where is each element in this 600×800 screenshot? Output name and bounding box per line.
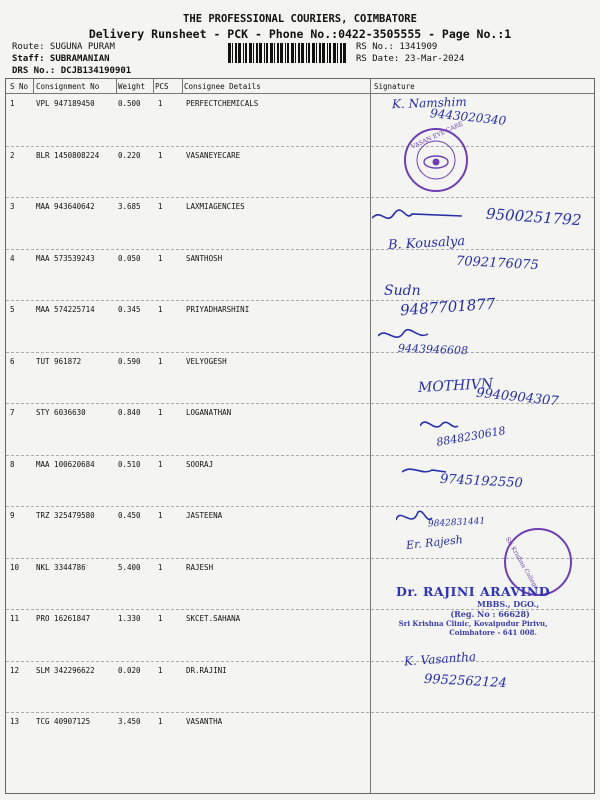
barcode-bar (340, 43, 342, 63)
barcode-bar (333, 43, 336, 63)
doctor-reg: (Reg. No : 66628) (450, 609, 530, 619)
barcode-bar (308, 43, 310, 63)
signature-4-line1: B. Kousalya (387, 233, 466, 254)
barcode-bar (306, 43, 307, 63)
sig-2-line1: VASAN EYE CARE (410, 120, 465, 151)
cell-sno: 4 (10, 253, 15, 263)
signature-12-line2: 9952562124 (423, 671, 508, 692)
cell-consignment: SLM 342296622 (36, 665, 95, 675)
signature-scribble (372, 208, 472, 232)
cell-consignee: SANTHOSH (186, 253, 223, 263)
cell-pcs: 1 (158, 356, 163, 366)
cell-weight: 1.330 (118, 614, 141, 623)
row-divider (6, 197, 594, 198)
cell-sno: 3 (10, 202, 15, 211)
drs-number: DRS No.: DCJB134190901 (12, 66, 132, 76)
doctor-degree: MBBS., DGO., (477, 599, 540, 609)
barcode-bar (329, 43, 331, 63)
cell-consignee: LAXMIAGENCIES (186, 202, 245, 211)
barcode-bar (228, 43, 231, 63)
cell-weight: 0.840 (118, 408, 141, 417)
barcode-bar (232, 43, 233, 63)
barcode-bar (238, 43, 241, 63)
signature-6-line2: 9443946608 (397, 341, 469, 358)
cell-weight: 0.510 (118, 459, 141, 469)
cell-sno: 1 (10, 99, 15, 108)
cell-pcs: 1 (158, 305, 163, 314)
cell-pcs: 1 (158, 150, 163, 160)
barcode-bar (316, 43, 317, 63)
cell-sno: 7 (10, 408, 15, 417)
barcode-bar (253, 43, 254, 63)
cell-weight: 0.590 (118, 356, 141, 366)
cell-pcs: 1 (158, 99, 163, 108)
cell-consignee: PERFECTCHEMICALS (186, 99, 259, 108)
cell-consignee: VELYOGESH (186, 356, 227, 366)
cell-pcs: 1 (158, 408, 163, 417)
row-divider (6, 300, 594, 301)
row-divider (6, 712, 594, 713)
cell-pcs: 1 (158, 253, 163, 263)
sig-11-line1: Sri Krishna College (503, 536, 540, 591)
cell-weight: 0.500 (118, 99, 141, 108)
header-weight: Weight (118, 82, 146, 91)
cell-pcs: 1 (158, 459, 163, 469)
barcode-bar (256, 43, 258, 63)
barcode-bar (259, 43, 262, 63)
signature-5-line1: Sudn (384, 283, 421, 299)
cell-weight: 0.220 (118, 150, 141, 160)
barcode-bar (291, 43, 294, 63)
cell-weight: 5.400 (118, 562, 141, 572)
signature-12-line1: K. Vasantha (403, 649, 477, 669)
cell-weight: 0.020 (118, 665, 141, 675)
cell-consignee: PRIYADHARSHINI (186, 305, 250, 314)
cell-pcs: 1 (158, 511, 163, 520)
barcode-bar (243, 43, 244, 63)
cell-sno: 5 (10, 305, 15, 314)
eye-care-stamp (404, 120, 468, 192)
row-divider (6, 661, 594, 662)
doctor-stamp (396, 584, 550, 637)
cell-sno: 6 (10, 356, 15, 366)
signature-scribble (396, 510, 496, 534)
barcode-bar (235, 43, 237, 63)
cell-pcs: 1 (158, 665, 163, 675)
cell-consignment: TUT 961872 (36, 356, 82, 366)
route-label: Route: SUGUNA PURAM (12, 42, 115, 52)
cell-weight: 0.345 (118, 305, 141, 314)
cell-consignment: MAA 574225714 (36, 305, 95, 314)
header-consignee: Consignee Details (184, 82, 261, 91)
cell-consignment: STY 6036630 (36, 408, 86, 417)
cell-pcs: 1 (158, 614, 163, 623)
cell-consignment: TCG 40907125 (36, 717, 91, 726)
cell-pcs: 1 (158, 202, 163, 211)
barcode-bar (266, 43, 268, 63)
cell-weight: 3.685 (118, 202, 141, 211)
cell-consignment: VPL 947189450 (36, 99, 95, 108)
signature-10-line1: 9842831441 (427, 516, 486, 530)
barcode-bar (249, 43, 252, 63)
barcode-bar (312, 43, 315, 63)
cell-consignee: SOORAJ (186, 459, 214, 469)
cell-consignee: JASTEENA (186, 511, 223, 520)
header-pcs: PCS (155, 82, 169, 91)
barcode-bar (327, 43, 328, 63)
barcode-bar (301, 43, 304, 63)
barcode-bar (285, 43, 286, 63)
cell-consignment: MAA 100620684 (36, 459, 95, 469)
signature-3-line2: 9500251792 (485, 204, 582, 230)
header-signature: Signature (374, 82, 415, 91)
cell-sno: 9 (10, 511, 15, 520)
signature-9-line2: 9745192550 (439, 471, 524, 492)
cell-sno: 12 (10, 665, 20, 675)
cell-consignee: RAJESH (186, 562, 214, 572)
barcode-bar (270, 43, 273, 63)
cell-sno: 10 (10, 562, 20, 572)
page-subtitle: Delivery Runsheet - PCK - Phone No.:0422-3505555 - Page No.:1 (88, 27, 512, 41)
cell-consignment: PRO 16261847 (36, 614, 91, 623)
cell-weight: 0.050 (118, 253, 141, 263)
signature-7-line1: MOTHIVN (417, 376, 494, 396)
cell-weight: 3.450 (118, 717, 141, 726)
header-consignment: Consignment No (36, 82, 100, 91)
barcode-bar (298, 43, 300, 63)
row-divider (6, 506, 594, 507)
rs-date: RS Date: 23-Mar-2024 (356, 54, 465, 64)
doctor-name: Dr. RAJINI ARAVIND (396, 584, 551, 599)
barcode (228, 43, 346, 63)
row-divider (6, 352, 594, 353)
cell-pcs: 1 (158, 717, 163, 726)
cell-consignment: MAA 943640642 (36, 202, 95, 211)
cell-consignee: DR.RAJINI (186, 665, 227, 675)
cell-consignment: BLR 1450808224 (36, 150, 100, 160)
barcode-bar (274, 43, 275, 63)
signature-8-line2: 8848230618 (435, 424, 507, 449)
signature-1-line2: 9443020340 (429, 106, 507, 128)
cell-consignment: MAA 573539243 (36, 253, 95, 263)
cell-consignment: TRZ 325479580 (36, 511, 95, 520)
cell-sno: 2 (10, 150, 15, 160)
cell-pcs: 1 (158, 562, 163, 572)
cell-sno: 8 (10, 459, 15, 469)
cell-consignee: VASANTHA (186, 717, 223, 726)
barcode-bar (322, 43, 325, 63)
signature-scribble (402, 462, 502, 486)
cell-consignment: NKL 3344786 (36, 562, 86, 572)
barcode-bar (337, 43, 338, 63)
cell-consignee: VASANEYECARE (186, 150, 241, 160)
signature-scribble (378, 328, 478, 352)
signature-scribble (420, 418, 520, 442)
cell-consignee: SKCET.SAHANA (186, 614, 241, 623)
barcode-bar (280, 43, 283, 63)
cell-sno: 11 (10, 614, 20, 623)
row-divider (6, 455, 594, 456)
barcode-bar (295, 43, 296, 63)
cell-weight: 0.450 (118, 511, 141, 520)
signature-10-line2: Er. Rajesh (405, 533, 464, 552)
header-sno: S No (10, 82, 29, 91)
page-title: THE PROFESSIONAL COURIERS, COIMBATORE (183, 13, 417, 25)
row-divider (6, 146, 594, 147)
doctor-clinic: Sri Krishna Clinic, Kovaipudur Pirivu, (398, 619, 548, 628)
barcode-bar (287, 43, 289, 63)
barcode-bar (264, 43, 265, 63)
rs-number: RS No.: 1341909 (356, 42, 438, 52)
doctor-city: Coimbatore - 641 008. (449, 628, 537, 637)
barcode-bar (245, 43, 247, 63)
staff-label: Staff: SUBRAMANIAN (12, 54, 110, 64)
signature-5-line2: 9487701877 (399, 294, 496, 320)
signature-1-line1: K. Namshim (391, 94, 467, 112)
signature-7-line2: 9940904307 (475, 385, 560, 410)
barcode-bar (343, 43, 346, 63)
cell-sno: 13 (10, 717, 20, 726)
cell-consignee: LOGANATHAN (186, 408, 232, 417)
barcode-bar (319, 43, 321, 63)
row-divider (6, 249, 594, 250)
barcode-bar (277, 43, 279, 63)
signature-4-line2: 7092176075 (455, 253, 540, 274)
